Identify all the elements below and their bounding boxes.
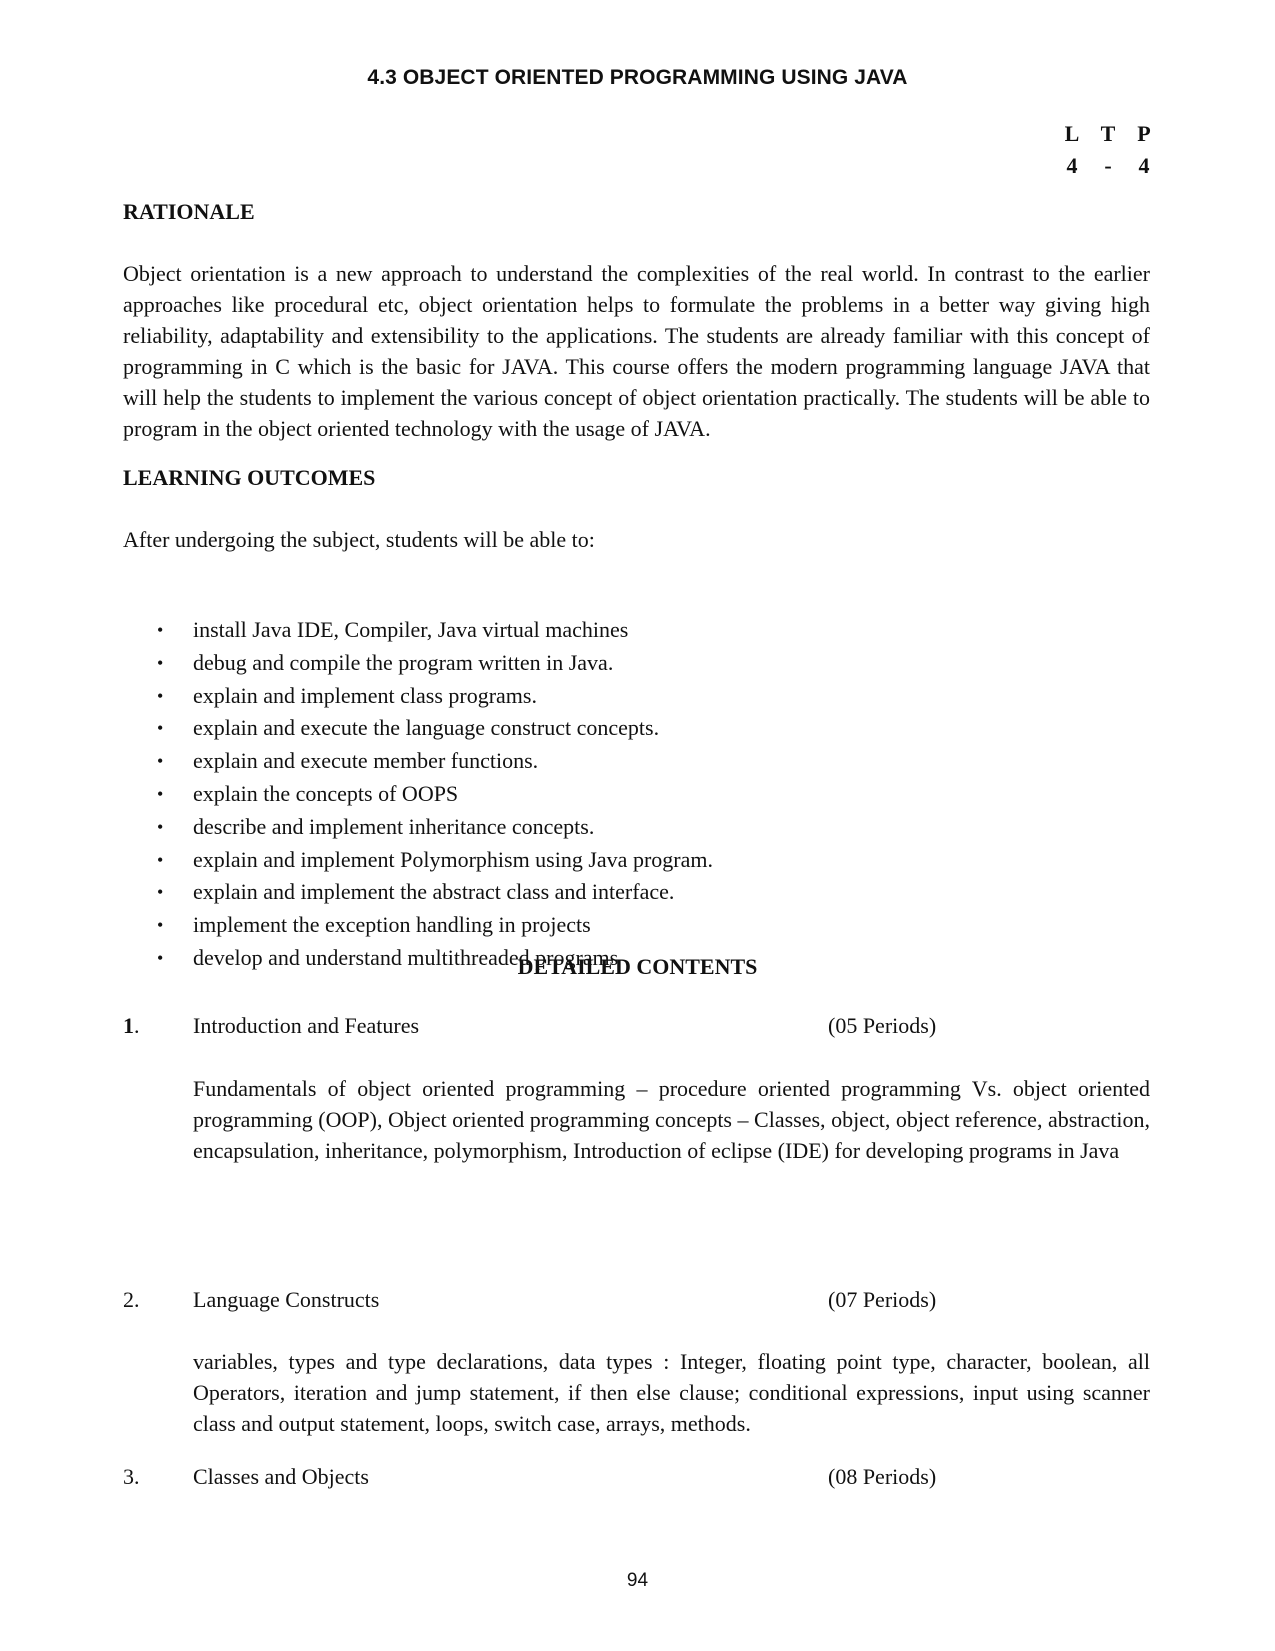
bullet-icon: • — [157, 816, 164, 837]
ltp-header-p: P — [1137, 121, 1151, 146]
bullet-icon: • — [157, 652, 164, 673]
unit-2-title: Language Constructs — [193, 1287, 380, 1312]
learning-outcome-text: explain and implement class programs. — [193, 682, 537, 708]
bullet-icon: • — [157, 849, 164, 870]
learning-outcome-item — [157, 647, 713, 680]
unit-1-number — [123, 1013, 140, 1039]
learning-outcome-text: explain and execute the language construct concepts. — [193, 715, 660, 741]
unit-1-title: Introduction and Features — [193, 1013, 420, 1038]
learning-outcome-item — [157, 876, 713, 909]
bullet-icon: • — [157, 947, 164, 968]
ltp-value-row — [1062, 150, 1154, 182]
learning-outcome-text: describe and implement inheritance concepts. — [193, 813, 595, 839]
unit-1-body: Fundamentals of object oriented programming – procedure oriented programming Vs. object oriented programming (OOP), Object oriented programming concepts – Classes, object, object reference, abstraction, encapsulation, inheritance, polymorphism, Introduction of eclipse (IDE) for developing programs in Java — [193, 1076, 1150, 1163]
unit-3-number: 3. — [123, 1464, 140, 1489]
rationale-heading: RATIONALE — [123, 199, 255, 224]
ltp-table — [1062, 118, 1154, 182]
bullet-icon: • — [157, 685, 164, 706]
unit-1-number-dot: . — [134, 1013, 140, 1038]
ltp-header-t: T — [1100, 121, 1116, 146]
learning-outcomes-intro: After undergoing the subject, students will be able to: — [123, 527, 595, 552]
bullet-icon: • — [157, 751, 164, 772]
learning-outcome-text: implement the exception handling in projects — [193, 912, 591, 938]
rationale-text: Object orientation is a new approach to understand the complexities of the real world. In contrast to the earlier approaches like procedural etc, object orientation helps to formulate the problems in a better way giving high reliability, adaptability and extensibility to the applications. The students are already familiar with this concept of programming in C which is the basic for JAVA. This course offers the modern programming language JAVA that will help the students to implement the various concept of object orientation practically. The students will be able to program in the object oriented technology with the usage of JAVA. — [123, 261, 1150, 441]
learning-outcome-item — [157, 745, 713, 778]
unit-1-number-value: 1 — [123, 1013, 134, 1038]
learning-outcome-text: explain and execute member functions. — [193, 748, 539, 774]
learning-outcome-text: develop and understand multithreaded programs — [193, 944, 619, 970]
bullet-icon: • — [157, 882, 164, 903]
ltp-header-l: L — [1064, 121, 1080, 146]
bullet-icon: • — [157, 718, 164, 739]
ltp-value-p: 4 — [1138, 153, 1150, 178]
unit-3-title: Classes and Objects — [193, 1464, 369, 1489]
bullet-icon: • — [157, 620, 164, 640]
unit-2-body: variables, types and type declarations, data types : Integer, floating point type, character, boolean, all Operators, iteration and jump statement, if then else clause; conditional expressions, input using scanner class and output statement, loops, switch case, arrays, methods. — [193, 1349, 1150, 1436]
bullet-icon: • — [157, 915, 164, 936]
learning-outcome-text: debug and compile the program written in Java. — [193, 649, 614, 675]
unit-1-periods: (05 Periods) — [828, 1013, 937, 1038]
ltp-value-t: - — [1104, 153, 1112, 178]
unit-3-periods: (08 Periods) — [828, 1464, 937, 1489]
learning-outcome-item — [157, 844, 713, 877]
ltp-header-row — [1062, 118, 1154, 150]
ltp-value-l: 4 — [1066, 153, 1078, 178]
learning-outcome-item — [157, 614, 713, 647]
learning-outcomes-heading: LEARNING OUTCOMES — [123, 465, 376, 490]
page-number: 94 — [626, 1570, 649, 1591]
unit-2-periods: (07 Periods) — [828, 1287, 937, 1312]
learning-outcomes-list — [157, 614, 713, 975]
page-title: 4.3 OBJECT ORIENTED PROGRAMMING USING JAVA — [367, 66, 908, 89]
learning-outcome-text: explain the concepts of OOPS — [193, 780, 459, 806]
learning-outcome-text: install Java IDE, Compiler, Java virtual machines — [193, 617, 629, 642]
learning-outcome-text: explain and implement Polymorphism using Java program. — [193, 846, 713, 872]
detailed-contents-heading: DETAILED CONTENTS — [517, 954, 758, 979]
learning-outcome-text: explain and implement the abstract class and interface. — [193, 879, 675, 905]
unit-2-number: 2. — [123, 1287, 140, 1312]
learning-outcome-item — [157, 909, 713, 942]
learning-outcome-item — [157, 811, 713, 844]
bullet-icon: • — [157, 783, 164, 804]
learning-outcome-item — [157, 778, 713, 811]
learning-outcome-item — [157, 680, 713, 713]
learning-outcome-item — [157, 712, 713, 745]
